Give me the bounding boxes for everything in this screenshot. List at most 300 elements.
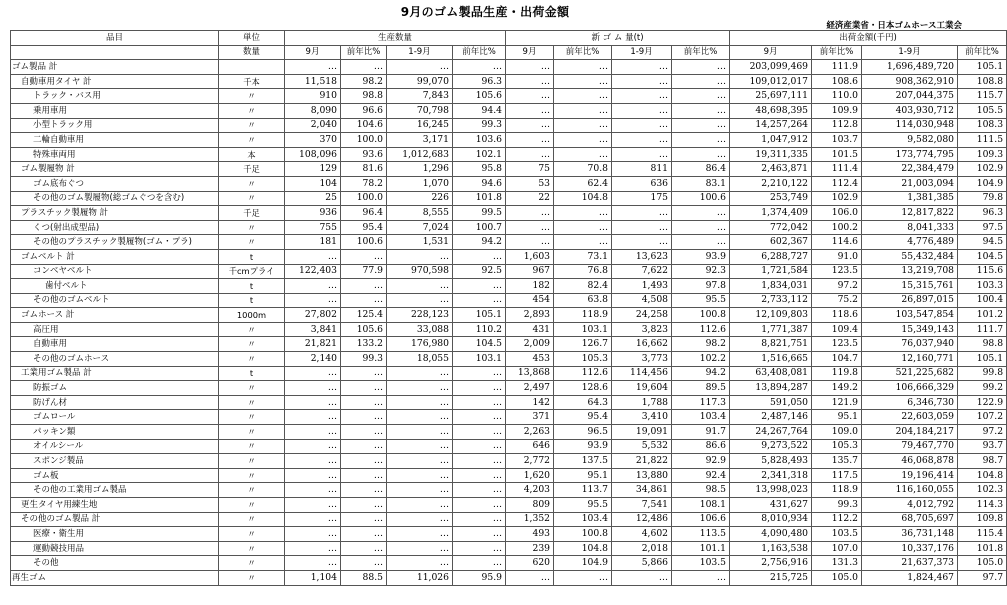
row-value: … [672, 103, 730, 118]
row-value: 106.0 [812, 206, 862, 221]
row-value: 109.3 [958, 147, 1007, 162]
row-value: 181 [285, 235, 341, 250]
table-body [11, 60, 1007, 585]
row-value: 95.4 [554, 410, 612, 425]
row-value: 100.0 [341, 133, 387, 148]
row-value: 102.2 [672, 352, 730, 367]
table-row [11, 498, 1007, 513]
row-value: 12,486 [612, 512, 672, 527]
row-value: 203,099,469 [730, 60, 812, 75]
row-item-name: ゴムベルト 計 [11, 249, 219, 264]
row-value: 5,866 [612, 556, 672, 571]
row-value: 1,104 [285, 570, 341, 585]
row-value: 25 [285, 191, 341, 206]
row-value: 176,980 [387, 337, 453, 352]
row-value: 103.6 [453, 133, 506, 148]
row-unit: 千足 [219, 206, 285, 221]
row-item-name: 特殊車両用 [11, 147, 219, 162]
row-value: 76,037,940 [862, 337, 958, 352]
row-value: … [285, 454, 341, 469]
table-row [11, 570, 1007, 585]
row-value: … [554, 570, 612, 585]
row-value: 104.5 [958, 249, 1007, 264]
row-unit: 〃 [219, 425, 285, 440]
row-value: 92.4 [672, 468, 730, 483]
row-unit: 〃 [219, 235, 285, 250]
row-value: 64.3 [554, 395, 612, 410]
row-value: … [612, 74, 672, 89]
row-value: 5,532 [612, 439, 672, 454]
row-value: 103.7 [812, 133, 862, 148]
row-value: 100.4 [958, 293, 1007, 308]
row-value: … [387, 410, 453, 425]
row-value: 123.5 [812, 264, 862, 279]
row-value: 115.7 [958, 89, 1007, 104]
row-value: 114,030,948 [862, 118, 958, 133]
row-value: 86.6 [672, 439, 730, 454]
row-value: … [506, 74, 554, 89]
row-value: 92.3 [672, 264, 730, 279]
row-value: … [672, 235, 730, 250]
row-value: 128.6 [554, 381, 612, 396]
row-value: 48,698,395 [730, 103, 812, 118]
row-item-name: 高圧用 [11, 322, 219, 337]
row-value: 3,841 [285, 322, 341, 337]
row-unit: 千足 [219, 162, 285, 177]
header-sub: 前年比% [958, 45, 1007, 60]
row-value: 1,163,538 [730, 541, 812, 556]
row-value: … [453, 498, 506, 513]
row-value: … [285, 527, 341, 542]
row-value: 119.8 [812, 366, 862, 381]
table-row [11, 249, 1007, 264]
row-value: 403,930,712 [862, 103, 958, 118]
row-value: 99.8 [958, 366, 1007, 381]
row-value: 1,531 [387, 235, 453, 250]
header-sub: 1-9月 [862, 45, 958, 60]
row-value: 99.3 [812, 498, 862, 513]
row-value: 24,267,764 [730, 425, 812, 440]
row-value: … [453, 512, 506, 527]
row-value: … [453, 293, 506, 308]
row-value: 105.6 [341, 322, 387, 337]
row-value: … [341, 454, 387, 469]
row-value: 1,824,467 [862, 570, 958, 585]
row-value: 99.3 [453, 118, 506, 133]
row-value: … [672, 74, 730, 89]
row-value: 108.6 [812, 74, 862, 89]
table-row [11, 74, 1007, 89]
row-unit: 〃 [219, 512, 285, 527]
row-value: 215,725 [730, 570, 812, 585]
row-value: 104 [285, 176, 341, 191]
row-value: 12,160,771 [862, 352, 958, 367]
row-value: 3,171 [387, 133, 453, 148]
row-value: 182 [506, 279, 554, 294]
row-value: 125.4 [341, 308, 387, 323]
row-value: 431,627 [730, 498, 812, 513]
row-value: 109,012,017 [730, 74, 812, 89]
row-value: 1,516,665 [730, 352, 812, 367]
row-value: 95.5 [672, 293, 730, 308]
row-value: 98.8 [341, 89, 387, 104]
row-value: 103.1 [554, 322, 612, 337]
table-row [11, 264, 1007, 279]
row-value: 112.8 [812, 118, 862, 133]
row-item-name: その他のプラスチック製履物(ゴム・プラ) [11, 235, 219, 250]
row-item-name: その他のゴムベルト [11, 293, 219, 308]
row-value: 239 [506, 541, 554, 556]
row-value: 2,463,871 [730, 162, 812, 177]
row-value: 62.4 [554, 176, 612, 191]
row-value: 36,731,148 [862, 527, 958, 542]
row-value: 104.8 [554, 191, 612, 206]
row-value: … [506, 220, 554, 235]
row-value: 12,109,803 [730, 308, 812, 323]
table-row [11, 293, 1007, 308]
header-row-groups [11, 31, 1007, 46]
row-value: 111.4 [812, 162, 862, 177]
row-value: 98.7 [958, 454, 1007, 469]
row-value: … [672, 118, 730, 133]
row-value: … [554, 206, 612, 221]
row-value: 521,225,682 [862, 366, 958, 381]
row-unit: 〃 [219, 395, 285, 410]
row-value: … [285, 483, 341, 498]
header-sub: 前年比% [554, 45, 612, 60]
row-value: … [554, 74, 612, 89]
row-value: 105.1 [453, 308, 506, 323]
row-value: 75.2 [812, 293, 862, 308]
row-value: … [506, 103, 554, 118]
row-value: 101.1 [672, 541, 730, 556]
row-value: 88.5 [341, 570, 387, 585]
row-value: 7,541 [612, 498, 672, 513]
table-row [11, 235, 1007, 250]
row-value: 111.9 [812, 60, 862, 75]
row-value: 91.7 [672, 425, 730, 440]
row-value: 1,047,912 [730, 133, 812, 148]
header-item-blank [11, 45, 219, 60]
row-value: … [341, 439, 387, 454]
row-value: 133.2 [341, 337, 387, 352]
row-value: … [612, 133, 672, 148]
row-value: … [387, 381, 453, 396]
row-value: 99,070 [387, 74, 453, 89]
row-value: 98.2 [672, 337, 730, 352]
row-value: … [612, 235, 672, 250]
row-value: 936 [285, 206, 341, 221]
row-value: … [341, 381, 387, 396]
row-item-name: 乗用車用 [11, 103, 219, 118]
row-unit: t [219, 249, 285, 264]
row-value: 1,771,387 [730, 322, 812, 337]
row-value: … [453, 439, 506, 454]
row-value: … [387, 425, 453, 440]
row-value: 118.9 [554, 308, 612, 323]
row-item-name: 自動車用タイヤ 計 [11, 74, 219, 89]
table-row [11, 541, 1007, 556]
row-value: 77.9 [341, 264, 387, 279]
row-value: … [453, 410, 506, 425]
row-unit: 〃 [219, 322, 285, 337]
row-value: 109.0 [812, 425, 862, 440]
row-value: 70.8 [554, 162, 612, 177]
row-unit: 〃 [219, 118, 285, 133]
row-value: … [341, 498, 387, 513]
row-value: 1,493 [612, 279, 672, 294]
source-label: 経済産業省・日本ゴムホース工業会 [826, 21, 962, 31]
table-row [11, 468, 1007, 483]
row-value: … [285, 249, 341, 264]
page-title: 9月のゴム製品生産・出荷金額 [400, 5, 570, 19]
row-value: 908,362,910 [862, 74, 958, 89]
row-value: 115.4 [958, 527, 1007, 542]
row-value: 104.9 [554, 556, 612, 571]
row-item-name: 防げん材 [11, 395, 219, 410]
row-value: 2,487,146 [730, 410, 812, 425]
row-value: 636 [612, 176, 672, 191]
row-value: 137.5 [554, 454, 612, 469]
row-value: 21,822 [612, 454, 672, 469]
table-row [11, 308, 1007, 323]
row-value: 13,880 [612, 468, 672, 483]
row-value: 25,697,111 [730, 89, 812, 104]
row-item-name: ゴムホース 計 [11, 308, 219, 323]
table-row [11, 512, 1007, 527]
row-value: 453 [506, 352, 554, 367]
row-value: 73.1 [554, 249, 612, 264]
row-value: … [453, 483, 506, 498]
row-value: 33,088 [387, 322, 453, 337]
header-group-production: 生産数量 [285, 31, 506, 46]
row-value: 1,620 [506, 468, 554, 483]
row-value: 34,861 [612, 483, 672, 498]
row-value: … [341, 279, 387, 294]
row-value: … [672, 133, 730, 148]
header-sub: 1-9月 [612, 45, 672, 60]
table-row [11, 191, 1007, 206]
row-value: … [341, 425, 387, 440]
row-value: … [612, 206, 672, 221]
row-value: 95.1 [812, 410, 862, 425]
row-item-name: プラスチック製履物 計 [11, 206, 219, 221]
header-sub: 前年比% [812, 45, 862, 60]
row-value: 19,091 [612, 425, 672, 440]
row-value: … [453, 279, 506, 294]
row-value: … [387, 293, 453, 308]
row-value: … [387, 366, 453, 381]
row-item-name: オイルシール [11, 439, 219, 454]
row-value: 92.9 [672, 454, 730, 469]
row-value: 109.8 [958, 512, 1007, 527]
row-unit: 〃 [219, 352, 285, 367]
row-item-name: 歯付ベルト [11, 279, 219, 294]
row-unit: 本 [219, 147, 285, 162]
row-unit: 〃 [219, 527, 285, 542]
row-value: 97.7 [958, 570, 1007, 585]
row-value: 493 [506, 527, 554, 542]
row-value: 103,547,854 [862, 308, 958, 323]
row-value: 116,160,055 [862, 483, 958, 498]
row-value: 100.6 [341, 235, 387, 250]
row-value: … [672, 89, 730, 104]
row-value: … [285, 395, 341, 410]
row-value: 110.0 [812, 89, 862, 104]
row-value: 104.9 [958, 176, 1007, 191]
row-value: 13,868 [506, 366, 554, 381]
row-value: 3,773 [612, 352, 672, 367]
row-item-name: くつ(射出成型品) [11, 220, 219, 235]
row-value: 78.2 [341, 176, 387, 191]
row-value: 108.3 [958, 118, 1007, 133]
row-value: … [506, 206, 554, 221]
table-row [11, 206, 1007, 221]
row-value: 122,403 [285, 264, 341, 279]
row-value: 115.6 [958, 264, 1007, 279]
row-value: … [341, 483, 387, 498]
row-value: 101.8 [958, 541, 1007, 556]
row-value: 94.4 [453, 103, 506, 118]
row-value: 2,140 [285, 352, 341, 367]
row-value: … [672, 206, 730, 221]
row-value: 95.4 [341, 220, 387, 235]
row-value: 22,603,059 [862, 410, 958, 425]
row-unit: 〃 [219, 556, 285, 571]
row-value: 13,219,708 [862, 264, 958, 279]
row-value: 94.2 [453, 235, 506, 250]
row-value: … [672, 60, 730, 75]
row-value: 1,012,683 [387, 147, 453, 162]
row-value: 226 [387, 191, 453, 206]
row-value: 149.2 [812, 381, 862, 396]
row-value: 81.6 [341, 162, 387, 177]
table-row [11, 556, 1007, 571]
row-value: 105.0 [812, 570, 862, 585]
row-value: 118.6 [812, 308, 862, 323]
table-row [11, 147, 1007, 162]
row-value: … [387, 468, 453, 483]
row-value: 94.5 [958, 235, 1007, 250]
row-value: 114.3 [958, 498, 1007, 513]
row-value: 98.5 [672, 483, 730, 498]
row-value: 99.2 [958, 381, 1007, 396]
row-value: … [341, 512, 387, 527]
row-value: 175 [612, 191, 672, 206]
row-value: 112.4 [812, 176, 862, 191]
row-value: 102.3 [958, 483, 1007, 498]
table-row [11, 425, 1007, 440]
row-value: 100.2 [812, 220, 862, 235]
row-value: … [554, 89, 612, 104]
row-value: … [612, 60, 672, 75]
row-value: 117.3 [672, 395, 730, 410]
row-value: 79.8 [958, 191, 1007, 206]
row-value: 76.8 [554, 264, 612, 279]
row-value: 98.8 [958, 337, 1007, 352]
row-value: 97.2 [958, 425, 1007, 440]
row-value: 207,044,375 [862, 89, 958, 104]
row-value: 11,518 [285, 74, 341, 89]
row-value: 97.2 [812, 279, 862, 294]
row-value: 13,623 [612, 249, 672, 264]
row-value: … [453, 454, 506, 469]
row-value: 108.1 [672, 498, 730, 513]
row-item-name: ゴムロール [11, 410, 219, 425]
row-value: 96.5 [554, 425, 612, 440]
row-item-name: 自動車用 [11, 337, 219, 352]
row-item-name: 防振ゴム [11, 381, 219, 396]
row-value: 2,018 [612, 541, 672, 556]
row-value: 26,897,015 [862, 293, 958, 308]
row-value: 83.1 [672, 176, 730, 191]
row-value: 7,843 [387, 89, 453, 104]
row-value: … [285, 498, 341, 513]
row-unit: 〃 [219, 498, 285, 513]
row-value: 99.3 [341, 352, 387, 367]
row-value: … [387, 512, 453, 527]
row-item-name: 再生ゴム [11, 570, 219, 585]
row-value: … [554, 118, 612, 133]
row-value: … [453, 541, 506, 556]
row-value: 1,834,031 [730, 279, 812, 294]
row-item-name: 更生タイヤ用練生地 [11, 498, 219, 513]
row-value: 772,042 [730, 220, 812, 235]
row-value: 6,288,727 [730, 249, 812, 264]
row-item-name: ゴム製履物 計 [11, 162, 219, 177]
header-group-new-rubber: 新 ゴ ム 量(t) [506, 31, 730, 46]
row-value: 4,602 [612, 527, 672, 542]
row-item-name: その他のゴム製品 計 [11, 512, 219, 527]
row-value: 121.9 [812, 395, 862, 410]
row-value: 135.7 [812, 454, 862, 469]
row-value: 94.6 [453, 176, 506, 191]
row-value: … [554, 147, 612, 162]
row-value: … [453, 395, 506, 410]
row-value: 102.9 [812, 191, 862, 206]
row-value: 46,068,878 [862, 454, 958, 469]
row-value: 94.2 [672, 366, 730, 381]
table-row [11, 103, 1007, 118]
row-item-name: ゴム底布ぐつ [11, 176, 219, 191]
header-item: 品目 [11, 31, 219, 46]
row-value: … [506, 133, 554, 148]
row-value: 95.9 [453, 570, 506, 585]
row-value: 204,184,217 [862, 425, 958, 440]
row-value: 1,352 [506, 512, 554, 527]
row-value: 4,508 [612, 293, 672, 308]
row-value: 53 [506, 176, 554, 191]
row-value: … [341, 60, 387, 75]
row-value: … [341, 410, 387, 425]
row-unit: 〃 [219, 133, 285, 148]
row-value: 142 [506, 395, 554, 410]
row-item-name: 医療・衛生用 [11, 527, 219, 542]
row-value: 55,432,484 [862, 249, 958, 264]
row-value: … [672, 570, 730, 585]
row-value: 112.6 [554, 366, 612, 381]
row-value: … [387, 454, 453, 469]
header-sub: 前年比% [453, 45, 506, 60]
row-value: 111.5 [958, 133, 1007, 148]
row-value: … [554, 220, 612, 235]
row-value: 253,749 [730, 191, 812, 206]
table-row [11, 337, 1007, 352]
row-value: 3,823 [612, 322, 672, 337]
row-value: … [341, 366, 387, 381]
row-value: … [672, 147, 730, 162]
row-value: 370 [285, 133, 341, 148]
